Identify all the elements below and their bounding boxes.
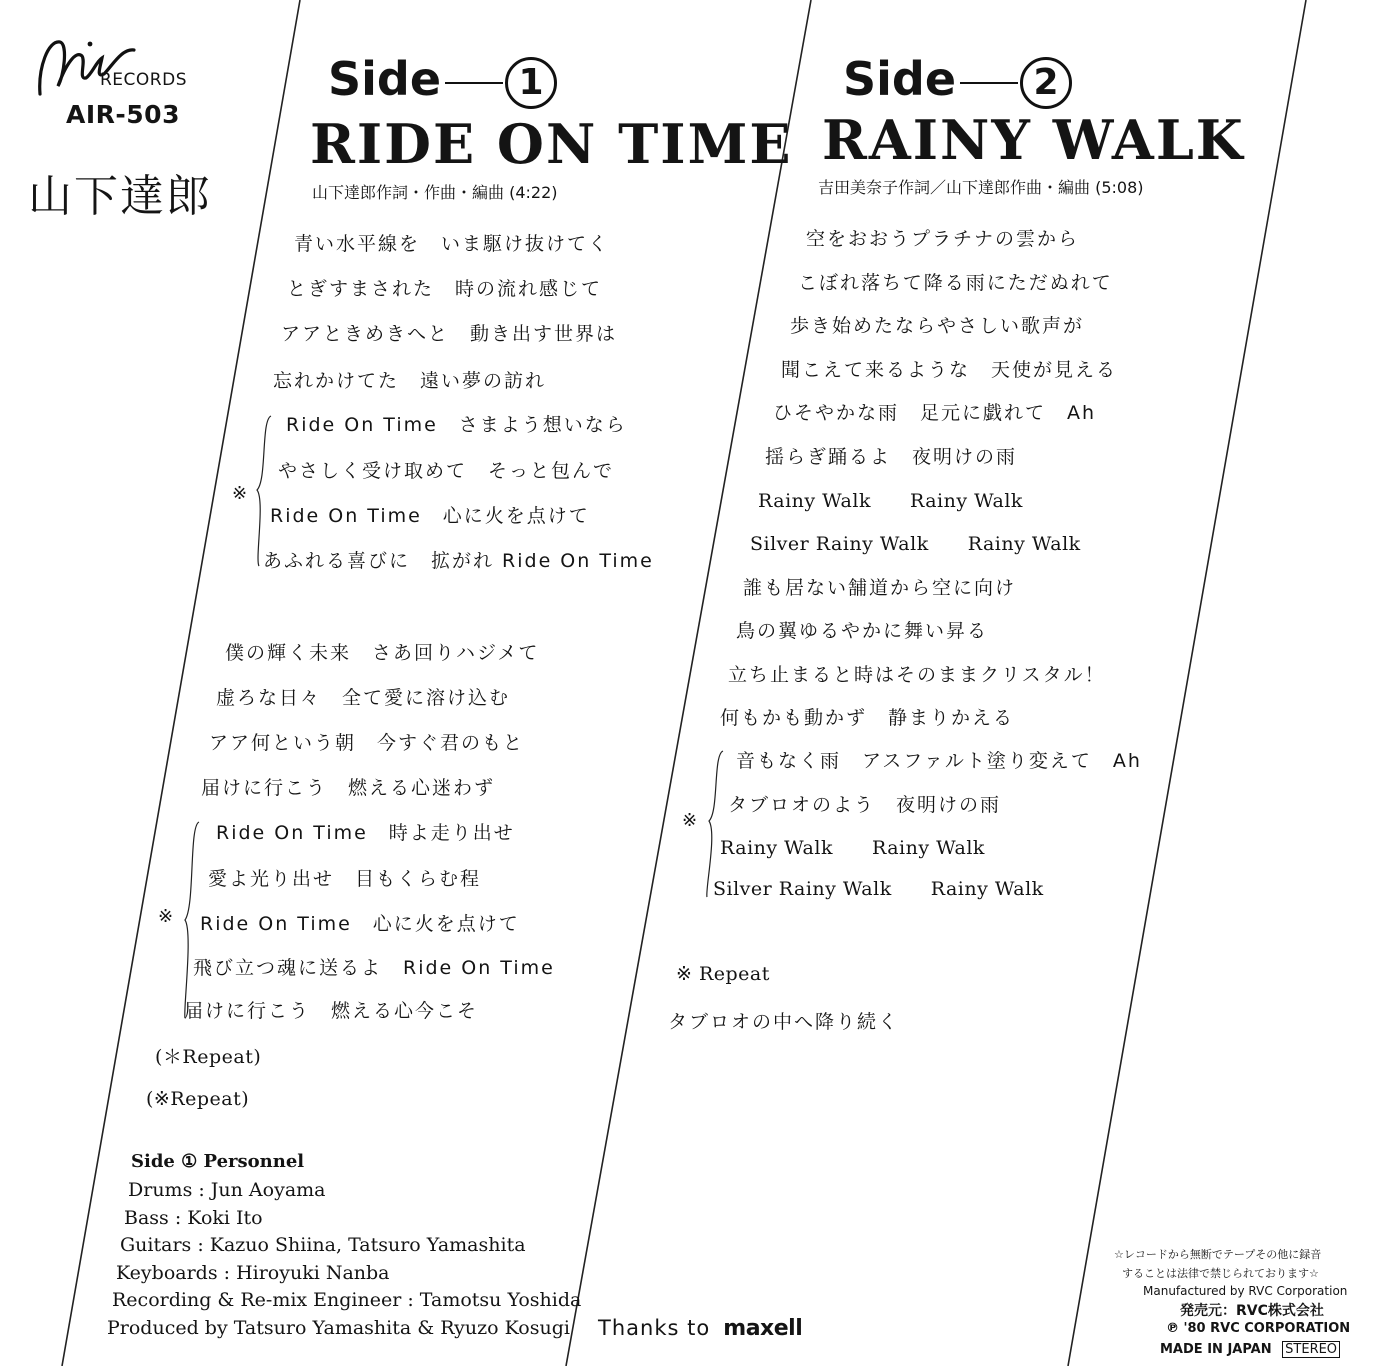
- lyric-line: とぎすまされた 時の流れ感じて: [287, 278, 603, 300]
- lyric-line: 聞こえて来るような 天使が見える: [781, 359, 1118, 381]
- distributor: 発売元：RVC株式会社: [1180, 1303, 1324, 1319]
- chorus-mark: ※: [158, 906, 174, 927]
- lyric-line: 立ち止まると時はそのままクリスタル！: [728, 664, 1106, 686]
- lyric-line: 空をおおうプラチナの雲から: [806, 228, 1080, 250]
- lyric-line: 愛よ光り出せ 目もくらむ程: [208, 868, 482, 890]
- side2-song-title: RAINY WALK: [822, 108, 1245, 172]
- side2-side-label: Side: [843, 52, 957, 106]
- lyric-line: タブロオのよう 夜明けの雨: [728, 794, 1002, 816]
- repeat-note: ※ Repeat: [676, 963, 770, 985]
- personnel-line: Produced by Tatsuro Yamashita & Ryuzo Kosugi: [107, 1317, 570, 1339]
- lyric-line: アア何という朝 今すぐ君のもと: [209, 732, 525, 754]
- lyric-line: Rainy Walk Rainy Walk: [720, 837, 985, 859]
- lyric-line: 忘れかけてた 遠い夢の訪れ: [273, 370, 547, 392]
- lyric-line: Ride On Time さまよう想いなら: [286, 414, 627, 436]
- chorus-bracket: [173, 816, 203, 1022]
- side2-credit: 吉田美奈子作詞／山下達郎作曲・編曲 (5:08): [818, 178, 1144, 197]
- manufactured-by: Manufactured by RVC Corporation: [1143, 1284, 1348, 1298]
- made-in-japan: MADE IN JAPAN: [1160, 1342, 1272, 1357]
- lyric-line: Ride On Time 時よ走り出せ: [216, 822, 515, 844]
- side1-credit: 山下達郎作詞・作曲・編曲 (4:22): [312, 183, 558, 202]
- lyric-line: 届けに行こう 燃える心今こそ: [184, 1000, 479, 1022]
- side1-number-circle: 1: [505, 57, 557, 109]
- lyric-line: やさしく受け取めて そっと包んで: [278, 460, 615, 482]
- records-text: RECORDS: [100, 70, 187, 90]
- lyric-line: Silver Rainy Walk Rainy Walk: [713, 878, 1044, 900]
- lyric-line: 鳥の翼ゆるやかに舞い昇る: [736, 620, 989, 642]
- lyric-line: Ride On Time 心に火を点けて: [270, 505, 590, 527]
- side1-song-title: RIDE ON TIME: [310, 112, 793, 176]
- thanks-text: Thanks to: [598, 1316, 711, 1340]
- side1-side-label: Side: [328, 52, 442, 106]
- stereo-badge: STEREO: [1282, 1341, 1340, 1358]
- lyric-line: Silver Rainy Walk Rainy Walk: [750, 533, 1081, 555]
- maxell-logo: maxell: [723, 1316, 803, 1341]
- side2-number-circle: 2: [1020, 57, 1072, 109]
- lyric-line: 誰も居ない舗道から空に向け: [743, 577, 1017, 599]
- catalog-number: AIR-503: [66, 100, 180, 129]
- lyric-line: ひそやかな雨 足元に戯れて Ah: [773, 402, 1097, 424]
- lyric-line: 僕の輝く未来 さあ回りハジメて: [225, 642, 540, 664]
- side2-heading: [843, 52, 1072, 109]
- personnel-line: Recording & Re-mix Engineer : Tamotsu Yoshida: [112, 1289, 582, 1311]
- chorus-mark: ※: [232, 483, 248, 504]
- side1-heading: [328, 52, 557, 109]
- repeat-note: (＊Repeat): [155, 1046, 262, 1068]
- lyric-line: タブロオの中へ降り続く: [668, 1011, 900, 1033]
- personnel-line: Keyboards : Hiroyuki Nanba: [116, 1262, 390, 1284]
- lyric-line: アアときめきへと 動き出す世界は: [281, 323, 618, 345]
- made-in: [1160, 1342, 1340, 1357]
- lyric-line: Ride On Time 心に火を点けて: [200, 913, 520, 935]
- personnel-line: Drums : Jun Aoyama: [128, 1179, 326, 1201]
- repeat-note: (※Repeat): [146, 1088, 250, 1110]
- copy-notice: することは法律で禁じられております☆: [1122, 1267, 1319, 1280]
- personnel-line: Guitars : Kazuo Shiina, Tatsuro Yamashita: [120, 1234, 526, 1256]
- copy-notice: ☆レコードから無断でテープその他に録音: [1114, 1248, 1322, 1261]
- lyric-line: 青い水平線を いま駆け抜けてく: [294, 233, 610, 255]
- lyric-line: 音もなく雨 アスファルト塗り変えて Ah: [736, 750, 1142, 772]
- lyric-line: 飛び立つ魂に送るよ Ride On Time: [193, 957, 555, 979]
- lyric-line: 届けに行こう 燃える心迷わず: [201, 777, 496, 799]
- artist-name: 山下達郎: [28, 171, 212, 222]
- lyric-line: あふれる喜びに 拡がれ Ride On Time: [263, 550, 654, 572]
- lyric-line: 虚ろな日々 全て愛に溶け込む: [216, 687, 511, 709]
- personnel-line: Bass : Koki Ito: [124, 1207, 263, 1229]
- lyric-line: 何もかも動かず 静まりかえる: [720, 707, 1015, 729]
- lyric-line: こぼれ落ちて降る雨にただぬれて: [798, 272, 1113, 294]
- lyric-line: 歩き始めたならやさしい歌声が: [790, 315, 1085, 337]
- thanks-credit: [598, 1316, 802, 1341]
- lyric-line: 揺らぎ踊るよ 夜明けの雨: [765, 446, 1018, 468]
- copyright: ℗ '80 RVC CORPORATION: [1166, 1321, 1351, 1336]
- personnel-title: Side ① Personnel: [131, 1151, 305, 1172]
- lyric-line: Rainy Walk Rainy Walk: [758, 490, 1023, 512]
- chorus-mark: ※: [682, 810, 698, 831]
